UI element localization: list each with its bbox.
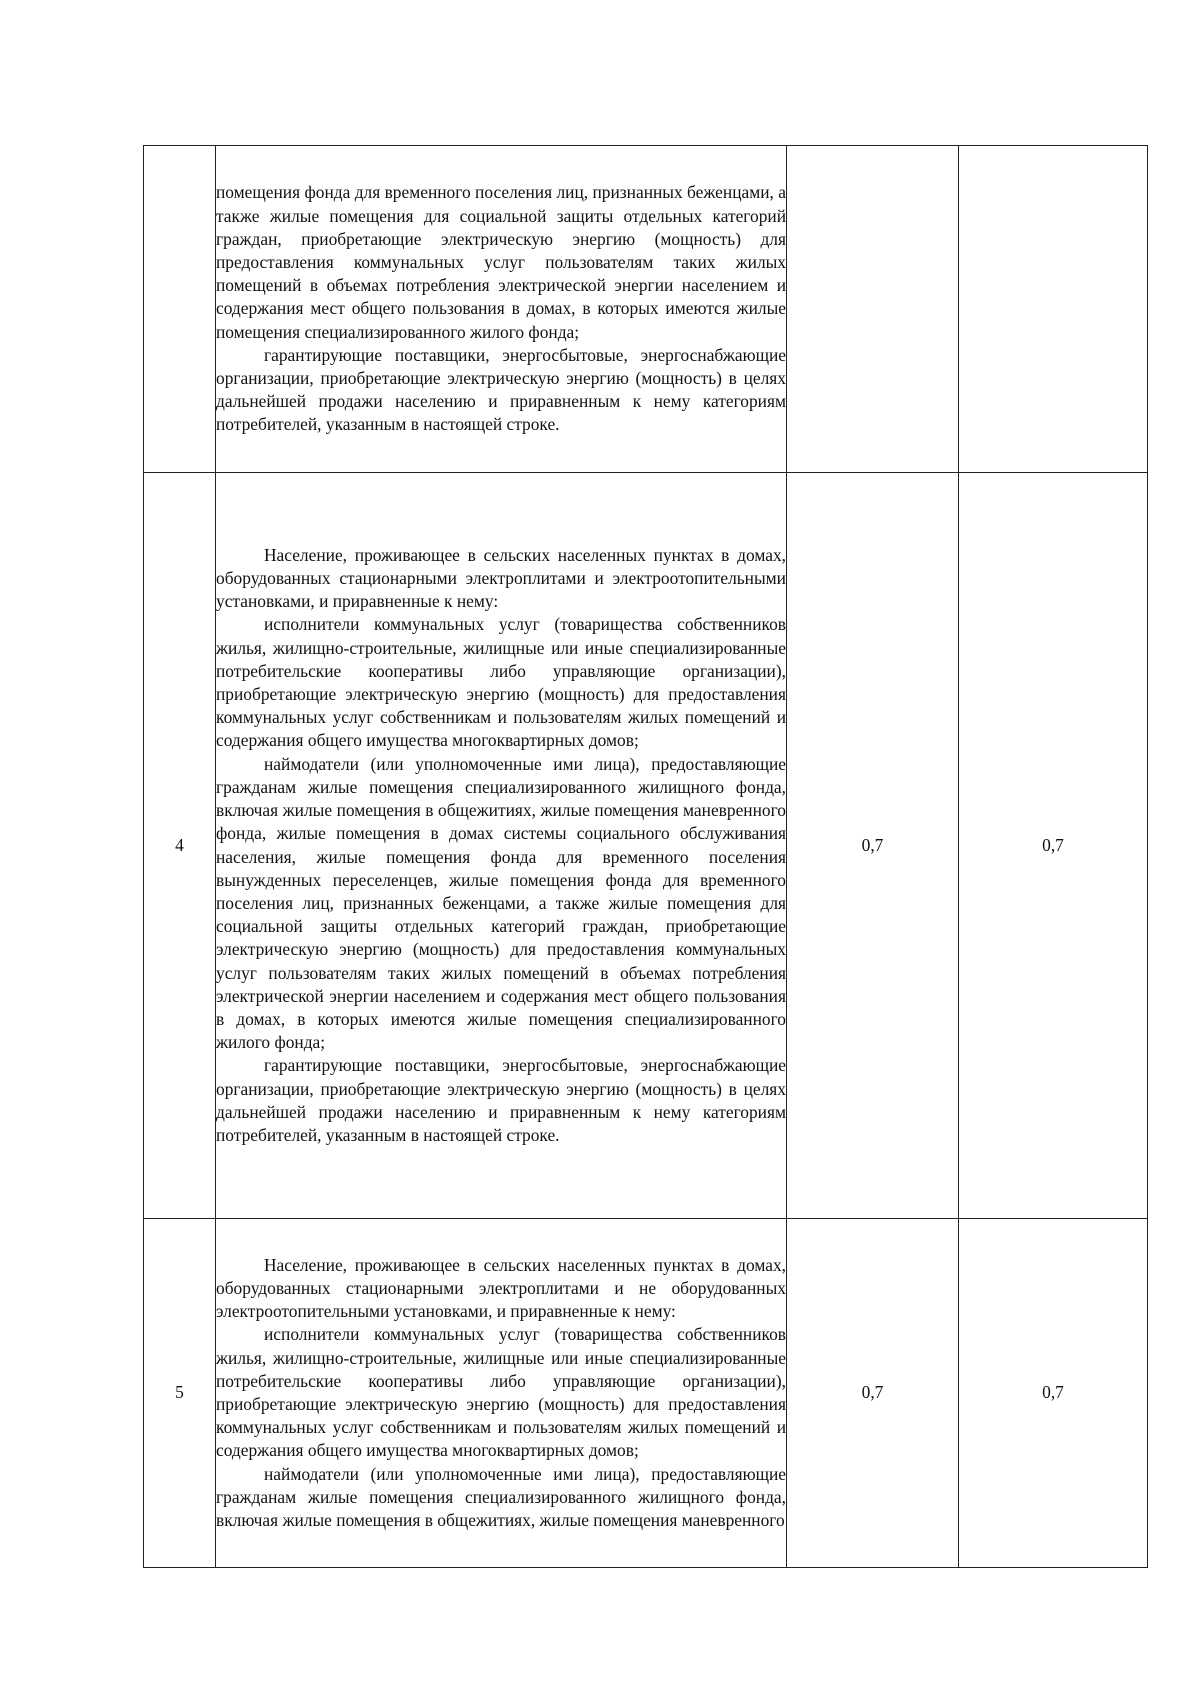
table-row [144, 473, 1148, 1219]
value-cell-2 [959, 146, 1148, 473]
table-row [144, 146, 1148, 473]
value-cell-1: 0,7 [787, 1219, 959, 1568]
value-cell-1: 0,7 [787, 473, 959, 1219]
value-cell-2: 0,7 [959, 473, 1148, 1219]
table-row [144, 1219, 1148, 1568]
row-number: 4 [144, 473, 216, 1219]
paragraph: гарантирующие поставщики, энергосбытовые, энергоснабжающие организации, приобретающие электрическую энергию (мощность) в целях дальнейшей продажи населению и приравненным к нему категориям потребителей, указанным в настоящей строке. [216, 1055, 786, 1145]
paragraph: Население, проживающее в сельских населенных пунктах в домах, оборудованных стационарными электроплитами и не оборудованных электроотопительными установками, и приравненные к нему: [216, 1254, 786, 1322]
paragraph: Население, проживающее в сельских населенных пунктах в домах, оборудованных стационарными электроплитами и электроотопительными установками, и приравненные к нему: [216, 544, 786, 612]
paragraph: гарантирующие поставщики, энергосбытовые, энергоснабжающие организации, приобретающие электрическую энергию (мощность) в целях дальнейшей продажи населению и приравненным к нему категориям потребителей, указанным в настоящей строке. [216, 344, 786, 435]
value-cell-2: 0,7 [959, 1219, 1148, 1568]
row-description [216, 473, 787, 1219]
row-number: 5 [144, 1219, 216, 1568]
value-cell-1 [787, 146, 959, 473]
tariff-table [143, 145, 1148, 1568]
paragraph: помещения фонда для временного поселения лиц, признанных беженцами, а также жилые помещения для социальной защиты отдельных категорий граждан, приобретающие электрическую энергию (мощность) для предоставления коммунальных услуг пользователям таких жилых помещений в объемах потребления электрической энергии населением и содержания мест общего пользования в домах, в которых имеются жилые помещения специализированного жилого фонда; [216, 182, 786, 342]
paragraph: исполнители коммунальных услуг (товарищества собственников жилья, жилищно-строительные, жилищные или иные специализированные потребительские кооперативы либо управляющие организации), приобретающие электрическую энергию (мощность) для предоставления коммунальных услуг собственникам и пользователям жилых помещений и содержания общего имущества многоквартирных домов; [216, 614, 786, 751]
paragraph: исполнители коммунальных услуг (товарищества собственников жилья, жилищно-строительные, жилищные или иные специализированные потребительские кооперативы либо управляющие организации), приобретающие электрическую энергию (мощность) для предоставления коммунальных услуг собственникам и пользователям жилых помещений и содержания общего имущества многоквартирных домов; [216, 1324, 786, 1461]
paragraph: наймодатели (или уполномоченные ими лица), предоставляющие гражданам жилые помещения специализированного жилищного фонда, включая жилые помещения в общежитиях, жилые помещения маневренного фонда, жилые помещения в домах системы социального обслуживания населения, жилые помещения фонда для временного поселения вынужденных переселенцев, жилые помещения фонда для временного поселения лиц, признанных беженцами, а также жилые помещения для социальной защиты отдельных категорий граждан, приобретающие электрическую энергию (мощность) для предоставления коммунальных услуг пользователям таких жилых помещений в объемах потребления электрической энергии населением и содержания мест общего пользования в домах, в которых имеются жилые помещения специализированного жилого фонда; [216, 753, 786, 1053]
row-number [144, 146, 216, 473]
row-description [216, 146, 787, 473]
row-description [216, 1219, 787, 1568]
paragraph: наймодатели (или уполномоченные ими лица), предоставляющие гражданам жилые помещения специализированного жилищного фонда, включая жилые помещения в общежитиях, жилые помещения маневренного [216, 1463, 786, 1531]
